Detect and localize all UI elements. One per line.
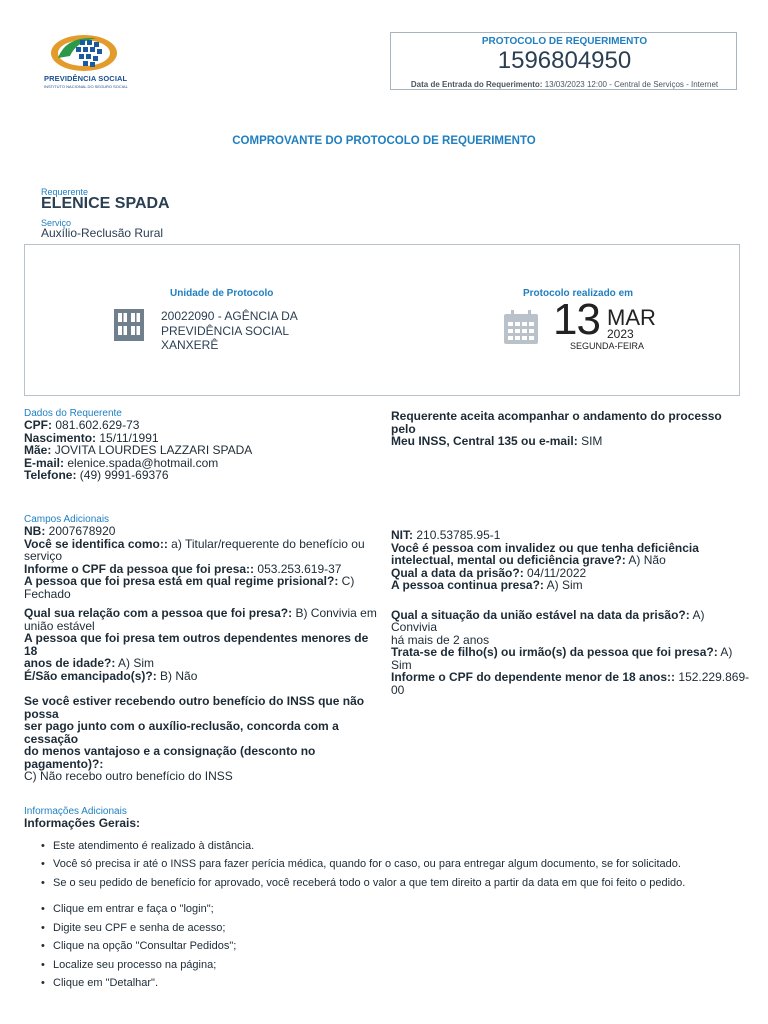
- union-value: A) Convivia: [391, 607, 705, 634]
- step-item: • Localize seu processo na página;: [38, 956, 744, 975]
- emancip-value: B) Não: [160, 668, 198, 683]
- building-icon: [111, 307, 147, 348]
- emancip-label: É/São emancipado(s)?:: [24, 668, 157, 683]
- accept-tracking: [391, 410, 741, 448]
- child-value-cont: Sim: [391, 657, 412, 672]
- protocol-date: [391, 80, 738, 89]
- mother-label: Mãe:: [24, 443, 52, 457]
- cpf-dep-value: 152.229.869-: [678, 670, 750, 684]
- still-row: [391, 579, 751, 592]
- cpf-dep-label: Informe o CPF do dependente menor de 18 anos::: [391, 670, 676, 684]
- phone-row: [24, 469, 252, 482]
- service-value: Auxílio-Reclusão Rural: [41, 226, 164, 240]
- identify-value-cont: serviço: [24, 549, 63, 563]
- prison-date-label: Qual a data da prisão?:: [391, 565, 524, 580]
- accept-line-2: [391, 435, 741, 448]
- prison-date-value: 04/11/2022: [527, 565, 587, 580]
- unit-title: Unidade de Protocolo: [170, 288, 274, 299]
- info-subtitle: Informações Gerais:: [24, 816, 141, 830]
- requester-name: ELENICE SPADA: [41, 195, 170, 212]
- deps-label-cont: anos de idade?:: [24, 656, 116, 670]
- child-label: Trata-se de filho(s) ou irmão(s) da pessoa que foi presa?:: [391, 645, 718, 659]
- protocol-date-value: 13/03/2023 12:00 - Central de Serviços - Internet: [544, 80, 719, 89]
- date-month: MAR: [607, 305, 656, 330]
- general-info-item: • Este atendimento é realizado à distância.: [38, 837, 744, 856]
- protocol-box: [390, 32, 737, 90]
- birth-value: 15/11/1991: [99, 430, 159, 445]
- step-item: • Clique em "Detalhar".: [38, 974, 744, 993]
- service-label: Serviço: [41, 218, 72, 228]
- inss-value: C) Não recebo outro benefício do INSS: [24, 769, 233, 783]
- invalid-label-cont: intelectual, mental ou deficiência grave?:: [391, 553, 626, 567]
- deps-value: A) Sim: [118, 656, 155, 670]
- accept-label: Meu INSS, Central 135 ou e-mail:: [391, 434, 578, 448]
- inss-label-2: ser pago junto com o auxílio-reclusão, concorda com a cessação: [24, 719, 339, 746]
- deps-label: A pessoa que foi presa tem outros dependentes menores de 18: [24, 631, 369, 658]
- protocol-realized-title: Protocolo realizado em: [523, 288, 634, 299]
- step-item: • Clique em entrar e faça o "login";: [38, 900, 744, 919]
- additional-fields-right: [391, 529, 751, 696]
- child-row: [391, 646, 751, 659]
- unit-line-1: 20022090 - AGÊNCIA DA: [161, 309, 298, 323]
- emancip-row: [24, 670, 384, 683]
- info-title: Informações Adicionais: [24, 806, 127, 817]
- regime-label: A pessoa que foi presa está em qual regime prisional?:: [24, 574, 339, 588]
- cpf-label: CPF:: [24, 418, 52, 432]
- invalid-label: Você é pessoa com invalidez ou que tenha deficiência: [391, 540, 699, 555]
- nit-value: 210.53785.95-1: [416, 528, 501, 542]
- nit-label: NIT:: [391, 528, 413, 542]
- unit-line-2: PREVIDÊNCIA SOCIAL: [161, 323, 290, 338]
- info-section: [24, 806, 744, 993]
- still-label: A pessoa continua presa?:: [391, 578, 544, 592]
- regime-value-cont: Fechado: [24, 586, 71, 601]
- step-item: • Clique na opção "Consultar Pedidos";: [38, 937, 744, 956]
- union-value-cont: há mais de 2 anos: [391, 632, 490, 647]
- protocol-unit-box: [24, 244, 740, 396]
- inss-label-1: Se você estiver recebendo outro benefício do INSS que não possa: [24, 694, 365, 721]
- union-label: Qual a situação da união estável na data da prisão?:: [391, 607, 690, 622]
- unit-line-3: XANXERÊ: [161, 338, 219, 352]
- birth-label: Nascimento:: [24, 430, 97, 445]
- nit-row: [391, 529, 751, 542]
- relation-row: [24, 607, 384, 620]
- protocol-date-label: Data de Entrada do Requerimento:: [410, 80, 543, 89]
- general-info-item: • Você só precisa ir até o INSS para fazer perícia médica, quando for o caso, ou para entregar algum documento, se for solicitado.: [38, 855, 744, 874]
- additional-title: Campos Adicionais: [24, 514, 110, 525]
- phone-value: (49) 9991-69376: [79, 468, 169, 482]
- logo-title: PREVIDÊNCIA SOCIAL: [44, 74, 128, 83]
- date-day: 13: [553, 295, 600, 344]
- phone-label: Telefone:: [24, 468, 77, 482]
- nb-label: NB:: [24, 524, 46, 538]
- relation-label: Qual sua relação com a pessoa que foi presa?:: [24, 606, 293, 620]
- nb-value: 2007678920: [48, 524, 116, 538]
- calendar-icon: [502, 309, 540, 350]
- identify-label: Você se identifica como::: [24, 536, 168, 551]
- protocol-label: PROTOCOLO DE REQUERIMENTO: [481, 36, 648, 47]
- relation-value: B) Convivia em: [295, 606, 377, 620]
- relation-value-cont: união estável: [24, 618, 95, 633]
- logo-subtitle: INSTITUTO NACIONAL DO SEGURO SOCIAL: [44, 84, 128, 89]
- protocol-number: 1596804950: [497, 47, 632, 74]
- cpf-prisoner-label: Informe o CPF da pessoa que foi presa::: [24, 561, 255, 576]
- general-info-item: • Se o seu pedido de benefício for aprovado, você receberá todo o valor a que tem direito a partir da data em que foi feito o pedido.: [38, 874, 744, 893]
- inss-label-3: do menos vantajoso e a consignação (desconto no pagamento)?:: [24, 744, 316, 771]
- email-label: E-mail:: [24, 455, 65, 470]
- cpf-value: 081.602.629-73: [55, 418, 140, 432]
- identify-row: [24, 538, 384, 551]
- identify-value: a) Titular/requerente do benefício ou: [171, 536, 365, 551]
- step-item: • Digite seu CPF e senha de acesso;: [38, 919, 744, 938]
- unit-address: [161, 309, 298, 353]
- email-value: elenice.spada@hotmail.com: [67, 455, 219, 470]
- general-info-list: [38, 837, 744, 893]
- still-value: A) Sim: [546, 578, 583, 592]
- accept-line-1: Requerente aceita acompanhar o andamento do processo pelo: [391, 409, 722, 436]
- regime-value: C): [341, 574, 355, 588]
- requester-data-section: [24, 408, 252, 482]
- accept-value: SIM: [581, 434, 603, 448]
- regime-row: [24, 575, 384, 588]
- cpf-dep-value-cont: 00: [391, 682, 405, 697]
- date-year: 2023: [607, 327, 634, 341]
- requester-label: Requerente: [41, 187, 89, 197]
- additional-fields-left: [24, 514, 384, 783]
- invalid-value: A) Não: [628, 553, 666, 567]
- cpf-prisoner-value: 053.253.619-37: [257, 561, 342, 576]
- cpf-dep-row: [391, 671, 751, 684]
- child-value: A): [720, 645, 733, 659]
- steps-list: [38, 900, 744, 993]
- mother-value: JOVITA LOURDES LAZZARI SPADA: [54, 443, 253, 457]
- page-title: COMPROVANTE DO PROTOCOLO DE REQUERIMENTO: [232, 135, 536, 147]
- requester-data-title: Dados do Requerente: [24, 408, 122, 419]
- date-weekday: SEGUNDA-FEIRA: [570, 341, 645, 351]
- union-row: [391, 609, 751, 634]
